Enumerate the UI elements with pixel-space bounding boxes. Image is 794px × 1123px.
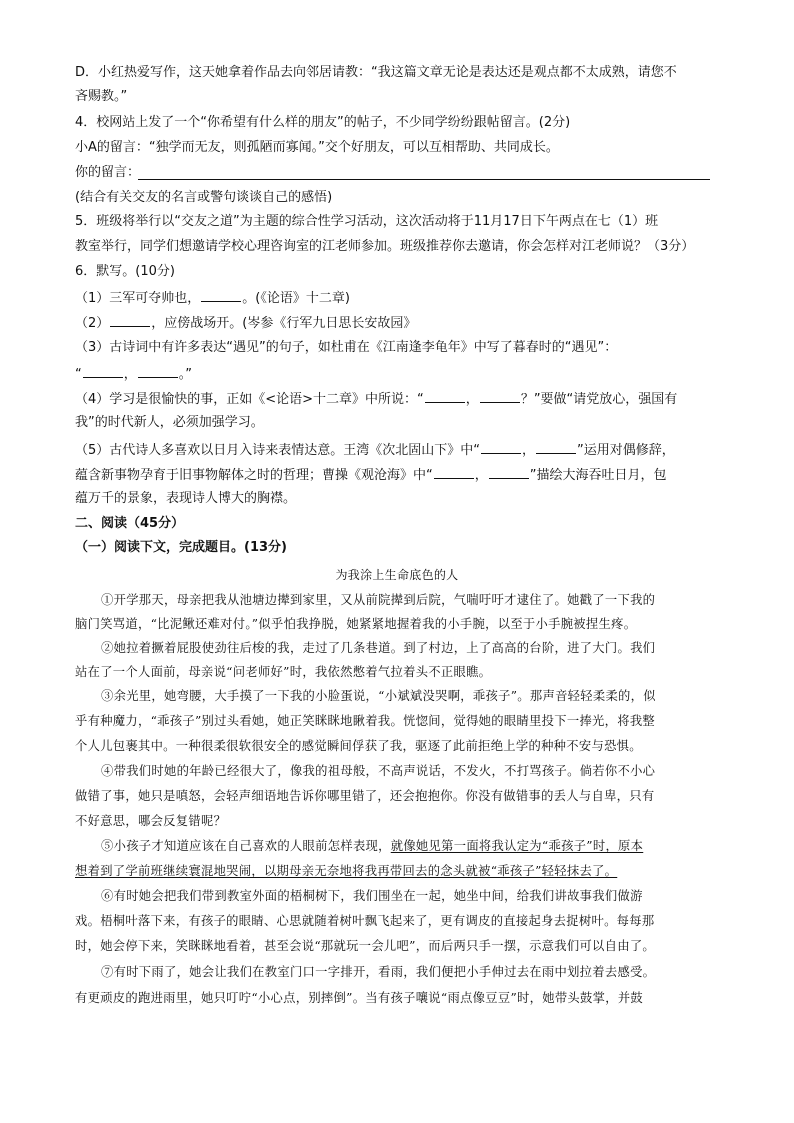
q5-prompt-line1: 5．班级将举行以“交友之道”为主题的综合性学习活动，这次活动将于11月17日下午两点在七（1）班	[75, 214, 659, 229]
q6-item4-pre: （4）学习是很愉快的事，正如《<论语>十二章》中所说：“	[75, 392, 424, 407]
quote-open: “	[75, 367, 82, 382]
article-p3-line3: 个人儿包裹其中。一种很柔很软很安全的感觉瞬间俘获了我，驱逐了此前拒绝上学的种种不安与恐惧。	[75, 739, 642, 753]
article-p6-line2: 戏。梧桐叶落下来，有孩子的眼睛、心思就随着树叶飘飞起来了，更有调皮的直接起身去捉树叶。每每那	[75, 914, 655, 928]
q4-answer-line[interactable]	[138, 179, 710, 180]
article-p5-plain: ⑤小孩子才知道应该在自己喜欢的人眼前怎样表现，	[101, 839, 391, 853]
article-p6-line1: ⑥有时她会把我们带到教室外面的梧桐树下，我们围坐在一起，她坐中间，给我们讲故事我们做游	[101, 889, 643, 903]
article-p1-line2: 脑门笑骂道，“比泥鳅还难对付。”似乎怕我挣脱，她紧紧地握着我的小手腕，以至于小手腕被捏生疼。	[75, 617, 637, 631]
answer-blank[interactable]	[434, 465, 474, 479]
q6-item5-line3: 蕴万千的景象，表现诗人博大的胸襟。	[75, 491, 297, 506]
q6-item1-pre: （1）三军可夺帅也，	[75, 291, 201, 306]
q6-item3-line1: （3）古诗词中有许多表达“遇见”的句子，如杜甫在《江南逢李龟年》中写了暮春时的“遇见”：	[75, 340, 618, 355]
q6-title: 6．默写。(10分)	[75, 264, 175, 279]
answer-blank[interactable]	[480, 389, 520, 403]
q6-item5-mid: 蕴含新事物孕育于旧事物解体之时的哲理；曹操《观沧海》中“	[75, 468, 433, 483]
q6-item2-pre: （2）	[75, 316, 110, 331]
article-p4-line3: 不好意思，哪会反复错呢？	[75, 814, 227, 828]
answer-blank[interactable]	[201, 288, 241, 302]
q4-hint: (结合有关交友的名言或警句谈谈自己的感悟)	[75, 190, 333, 205]
answer-blank[interactable]	[110, 313, 150, 327]
comma: ，	[465, 392, 479, 407]
q6-item2	[75, 313, 725, 333]
quote-close: 。”	[178, 367, 193, 382]
q6-item5-post: ”运用对偶修辞，	[577, 443, 675, 458]
q6-item5-tail: ”描绘大海吞吐日月，包	[529, 468, 667, 483]
q6-item1-post: 。(《论语》十二章)	[242, 291, 350, 306]
comma: ，	[522, 443, 536, 458]
q4-prompt: 4．校网站上发了一个“你希望有什么样的朋友”的帖子，不少同学纷纷跟帖留言。(2分)	[75, 115, 571, 130]
q6-item5-pre: （5）古代诗人多喜欢以日月入诗来表情达意。王湾《次北固山下》中“	[75, 443, 481, 458]
q3-option-d-line1: D．小红热爱写作，这天她拿着作品去向邻居请教：“我这篇文章无论是表达还是观点都不太成熟，请您不	[75, 65, 677, 80]
answer-blank[interactable]	[536, 440, 576, 454]
article-p4-line2: 做错了事，她只是嗔怒，会轻声细语地告诉你哪里错了，还会抱抱你。你没有做错事的丢人与自卑，只有	[75, 789, 655, 803]
article-p2-line2: 站在了一个人面前，母亲说“问老师好”时，我依然憋着气拉着头不正眼瞧。	[75, 665, 492, 679]
q6-item3-line2	[75, 364, 725, 384]
answer-blank[interactable]	[83, 364, 123, 378]
q4-answer-label: 你的留言：	[75, 165, 141, 180]
article-p5-line1	[101, 837, 751, 855]
comma: ，	[123, 367, 137, 382]
comma: ，	[474, 468, 488, 483]
q3-option-d-line2: 吝赐教。”	[75, 89, 128, 104]
answer-blank[interactable]	[425, 389, 465, 403]
q6-item2-post: ，应傍战场开。(岑参《行军九日思长安故园》	[151, 316, 417, 331]
q6-item5-line1	[75, 440, 725, 460]
section-heading: 二、阅读（45分）	[75, 516, 185, 531]
answer-blank[interactable]	[138, 364, 178, 378]
q4-sample-message: 小A的留言：“独学而无友，则孤陋而寡闻。”交个好朋友，可以互相帮助、共同成长。	[75, 140, 559, 155]
q6-item4-post: ？”要做“请党放心，强国有	[520, 392, 678, 407]
q6-item4-line2: 我”的时代新人，必须加强学习。	[75, 415, 264, 430]
article-title: 为我涂上生命底色的人	[335, 568, 459, 582]
subsection-heading: （一）阅读下文，完成题目。(13分)	[75, 540, 287, 555]
answer-blank[interactable]	[489, 465, 529, 479]
article-p3-line1: ③余光里，她弯腰，大手摸了一下我的小脸蛋说，“小斌斌没哭啊，乖孩子”。那声音轻轻柔柔的，似	[101, 689, 656, 703]
answer-blank[interactable]	[481, 440, 521, 454]
article-p6-line3: 时，她会停下来，笑眯眯地看着，甚至会说“那就玩一会儿吧”，而后两只手一摆，示意我们可以自由了。	[75, 939, 656, 953]
q6-item1	[75, 288, 725, 308]
q6-item4-line1	[75, 389, 725, 409]
q6-item5-line2	[75, 465, 725, 485]
article-p5-line2-underlined: 想着到了学前班继续寰混地哭闹，以期母亲无奈地将我再带回去的念头就被“乖孩子”轻轻抹去了。	[75, 864, 618, 878]
article-p2-line1: ②她拉着撅着屁股使劲往后梭的我，走过了几条巷道。到了村边，上了高高的台阶，进了大门。我们	[101, 641, 656, 655]
article-p5-underlined: 就像她见第一面将我认定为“乖孩子”时，原本	[390, 839, 644, 853]
article-p3-line2: 乎有种魔力，“乖孩子”别过头看她，她正笑眯眯地瞅着我。恍惚间，觉得她的眼睛里投下一捧光，将我整	[75, 714, 656, 728]
article-p7-line2: 有更顽皮的跑进雨里，她只叮咛“小心点，别摔倒”。当有孩子嚷说“雨点像豆豆”时，她带头鼓掌，并鼓	[75, 991, 644, 1005]
q5-prompt-line2: 教室举行，同学们想邀请学校心理咨询室的江老师参加。班级推荐你去邀请，你会怎样对江老师说？（3分）	[75, 239, 695, 254]
article-p1-line1: ①开学那天，母亲把我从池塘边撵到家里，又从前院撵到后院，气喘吁吁才逮住了。她戳了一下我的	[101, 593, 656, 607]
article-p4-line1: ④带我们时她的年龄已经很大了，像我的祖母般，不高声说话，不发火，不打骂孩子。倘若你不小心	[101, 764, 656, 778]
article-p7-line1: ⑦有时下雨了，她会让我们在教室门口一字排开，看雨，我们便把小手伸过去在雨中划拉着去感受。	[101, 965, 656, 979]
